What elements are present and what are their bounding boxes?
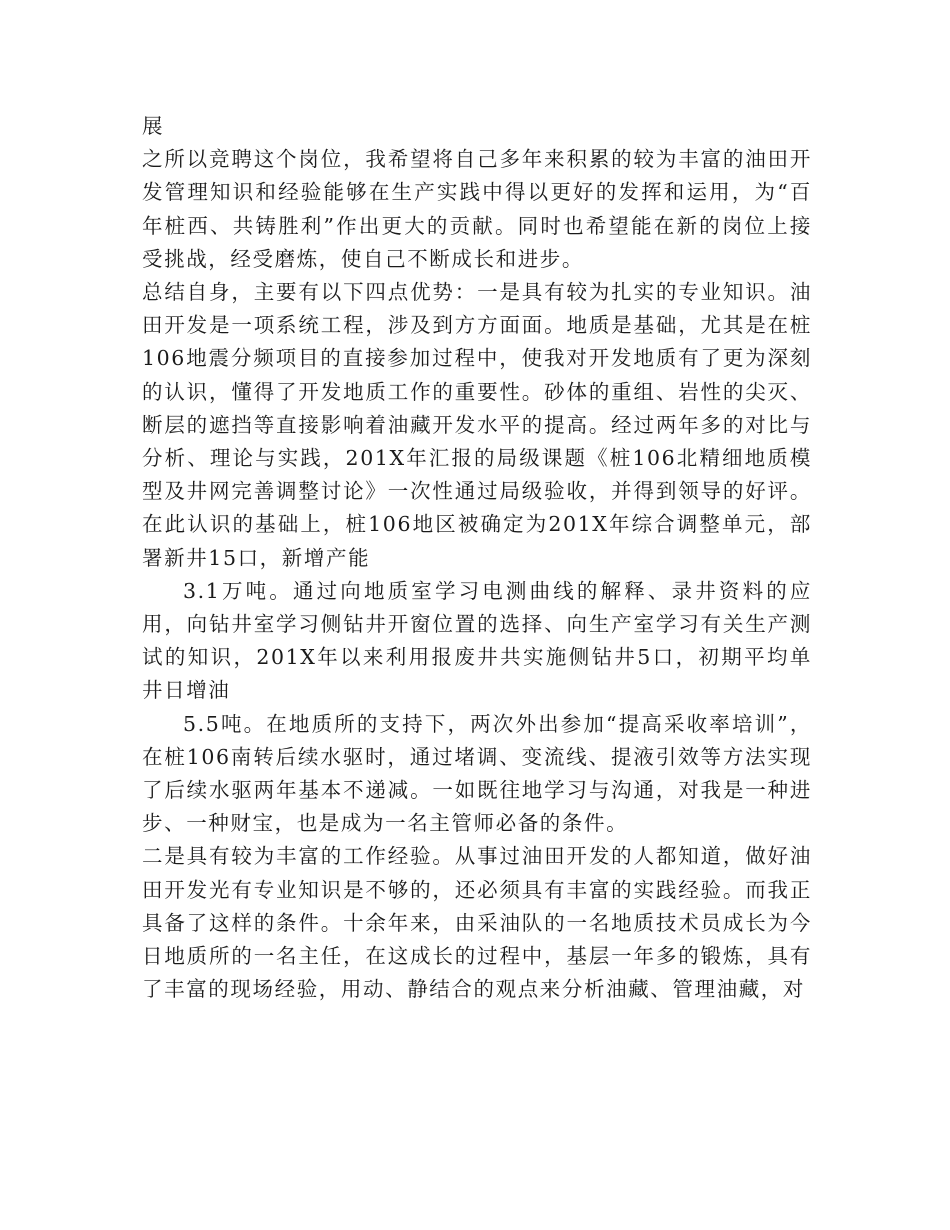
document-body xyxy=(142,110,812,1006)
paragraph-strengths-knowledge: 总结自身，主要有以下四点优势：一是具有较为扎实的专业知识。油田开发是一项系统工程，涉及到方方面面。地质是基础，尤其是在桩106地震分频项目的直接参加过程中，使我对开发地质有了更为深刻的认识，懂得了开发地质工作的重要性。砂体的重组、岩性的尖灭、断层的遮挡等直接影响着油藏开发水平的提高。经过两年多的对比与分析、理论与实践，201X年汇报的局级课题《桩106北精细地质模型及井网完善调整讨论》一次性通过局级验收，并得到领导的好评。在此认识的基础上，桩106地区被确定为201X年综合调整单元，部署新井15口，新增产能 xyxy=(142,280,812,570)
paragraph-experience: 二是具有较为丰富的工作经验。从事过油田开发的人都知道，做好油田开发光有专业知识是不够的，还必须具有丰富的实践经验。而我正具备了这样的条件。十余年来，由采油队的一名地质技术员成长为今日地质所的一名主任，在这成长的过程中，基层一年多的锻炼，具有了丰富的现场经验，用动、静结合的观点来分析油藏、管理油藏，对 xyxy=(142,844,812,1002)
paragraph-capacity: 3.1万吨。通过向地质室学习电测曲线的解释、录井资料的应用，向钻井室学习侧钻井开窗位置的选择、向生产室学习有关生产测试的知识，201X年以来利用报废井共实施侧钻井5口，初期平均单井日增油 xyxy=(142,578,812,703)
paragraph-motivation: 之所以竞聘这个岗位，我希望将自己多年来积累的较为丰富的油田开发管理知识和经验能够在生产实践中得以更好的发挥和运用，为“百年桩西、共铸胜利”作出更大的贡献。同时也希望能在新的岗位上接受挑战，经受磨炼，使自己不断成长和进步。 xyxy=(142,147,812,271)
paragraph-fragment: 展 xyxy=(142,114,165,138)
paragraph-recovery: 5.5吨。在地质所的支持下，两次外出参加“提高采收率培训”，在桩106南转后续水驱时，通过堵调、变流线、提液引效等方法实现了后续水驱两年基本不递减。一如既往地学习与沟通，对我是一种进步、一种财宝，也是成为一名主管师必备的条件。 xyxy=(142,711,812,836)
